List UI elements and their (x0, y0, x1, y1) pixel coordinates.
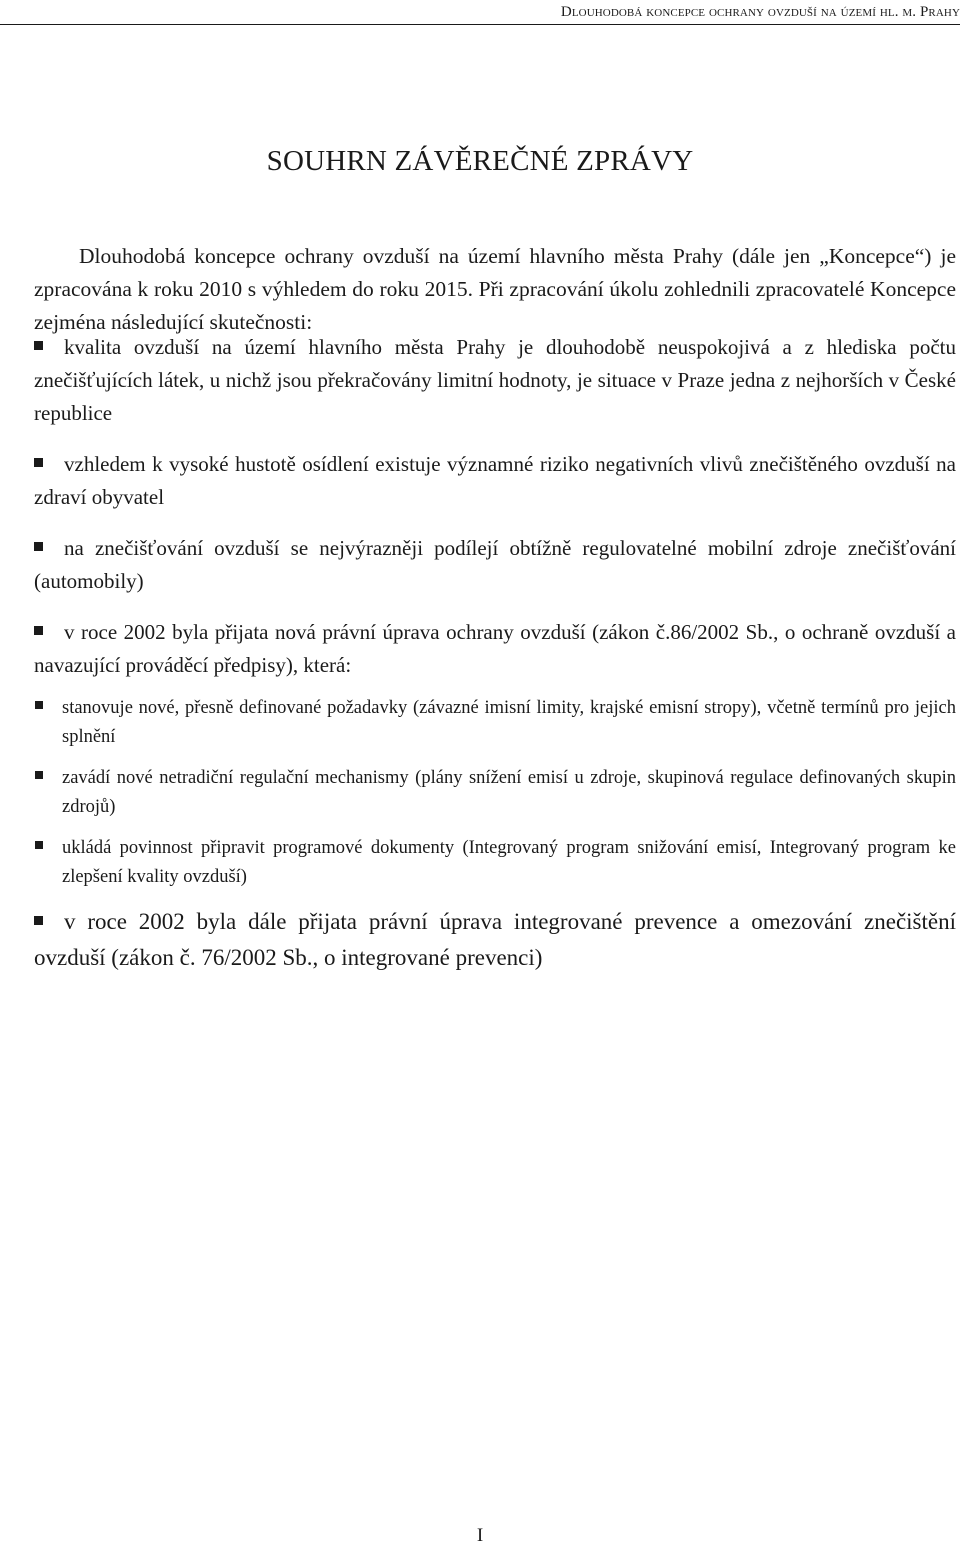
document-title: SOUHRN ZÁVĚREČNÉ ZPRÁVY (266, 145, 694, 177)
page-number: I (476, 1525, 484, 1546)
sub-bullet-text: ukládá povinnost připravit programové dokumenty (Integrovaný program snižování emisí, Integrovaný program ke zlepšení kvality ovzduší) (62, 838, 956, 887)
square-bullet-icon (35, 771, 43, 779)
bullet-text: v roce 2002 byla dále přijata právní úprava integrované prevence a omezování znečištění ovzduší (zákon č. 76/2002 Sb., o integrované prevenci) (34, 909, 956, 970)
sub-list-item (62, 694, 956, 752)
intro-paragraph: Dlouhodobá koncepce ochrany ovzduší na území hlavního města Prahy (dále jen „Koncepce“) je zpracována k roku 2010 s výhledem do roku 2015. Při zpracování úkolu zohlednili zpracovatelé Koncepce zejména následující skutečnosti: (34, 244, 956, 334)
square-bullet-icon (34, 916, 43, 925)
sub-bullet-text: stanovuje nové, přesně definované požadavky (závazné imisní limity, krajské emisní stropy), včetně termínů pro jejich splnění (62, 698, 956, 747)
square-bullet-icon (35, 701, 43, 709)
sub-list-item (62, 764, 956, 822)
square-bullet-icon (34, 542, 43, 551)
square-bullet-icon (34, 458, 43, 467)
square-bullet-icon (34, 626, 43, 635)
bullet-text: v roce 2002 byla přijata nová právní úprava ochrany ovzduší (zákon č.86/2002 Sb., o ochraně ovzduší a navazující prováděcí předpisy), která: (34, 620, 956, 677)
list-item (34, 532, 956, 598)
sub-list-item (62, 834, 956, 892)
list-item (34, 904, 956, 976)
list-item (34, 616, 956, 682)
list-item (34, 331, 956, 430)
sub-bullet-list (34, 694, 956, 892)
bullet-text: na znečišťování ovzduší se nejvýrazněji podílejí obtížně regulovatelné mobilní zdroje znečišťování (automobily) (34, 536, 956, 593)
list-item (34, 448, 956, 514)
square-bullet-icon (34, 341, 43, 350)
sub-list-container (34, 694, 956, 892)
bullet-text: kvalita ovzduší na území hlavního města Prahy je dlouhodobě neuspokojivá a z hlediska počtu znečišťujících látek, u nichž jsou překračovány limitní hodnoty, je situace v Praze jedna z nejhorších v České republice (34, 335, 956, 425)
bullet-list (34, 331, 956, 994)
bullet-text: vzhledem k vysoké hustotě osídlení existuje významné riziko negativních vlivů znečištěného ovzduší na zdraví obyvatel (34, 452, 956, 509)
sub-bullet-text: zavádí nové netradiční regulační mechanismy (plány snížení emisí u zdroje, skupinová regulace definovaných skupin zdrojů) (62, 768, 956, 817)
square-bullet-icon (35, 841, 43, 849)
running-header: Dlouhodobá koncepce ochrany ovzduší na území hl. m. Prahy (0, 2, 960, 25)
